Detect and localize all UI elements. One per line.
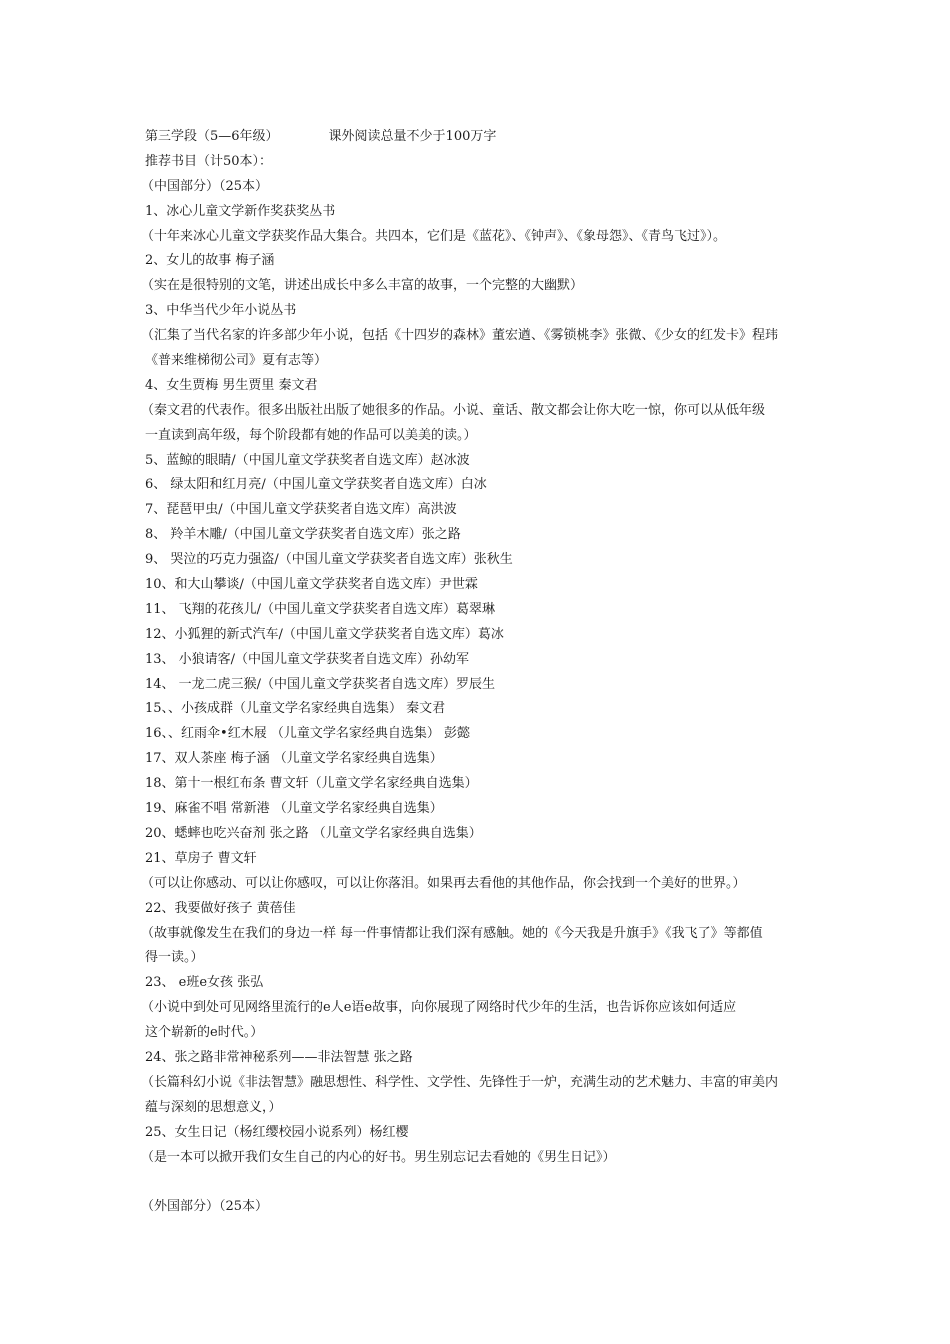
recommend-title: 推荐书目（计50本）： <box>145 153 273 169</box>
book-line: 7、琵琶甲虫/（中国儿童文学获奖者自选文库）高洪波 <box>145 502 457 518</box>
book-line: 10、和大山攀谈/（中国儿童文学获奖者自选文库）尹世霖 <box>145 577 478 593</box>
book-line: 17、双人茶座 梅子涵 （儿童文学名家经典自选集） <box>145 751 443 767</box>
book-line: 16、、红雨伞•红木屐 （儿童文学名家经典自选集） 彭懿 <box>145 726 470 742</box>
book-note-cont: 一直读到高年级，每个阶段都有她的作品可以美美的读。） <box>145 427 477 443</box>
book-note: （十年来冰心儿童文学获奖作品大集合。共四本，它们是《蓝花》、《钟声》、《象母怨》、《青鸟飞过》）。 <box>141 228 727 244</box>
foreign-section-title: （外国部分）（25本） <box>141 1199 269 1215</box>
reading-goal: 课外阅读总量不少于100万字 <box>328 129 497 144</box>
book-note: （汇集了当代名家的许多部少年小说，包括《十四岁的森林》董宏遒、《雾锁桃李》张微、《少女的红发卡》程玮 <box>141 328 779 344</box>
book-line: 15、、小孩成群（儿童文学名家经典自选集） 秦文君 <box>145 701 446 717</box>
book-line: 25、女生日记（杨红缨校园小说系列）杨红樱 <box>145 1124 409 1140</box>
book-line: 5、蓝鲸的眼睛/（中国儿童文学获奖者自选文库）赵冰波 <box>145 452 470 468</box>
blank-line <box>145 1170 815 1195</box>
book-note-cont: 蕴与深刻的思想意义，） <box>145 1099 282 1115</box>
book-note: （长篇科幻小说《非法智慧》融思想性、科学性、文学性、先锋性于一炉，充满生动的艺术魅力、丰富的审美内 <box>141 1074 779 1090</box>
book-line: 18、第十一根红布条 曹文轩（儿童文学名家经典自选集） <box>145 776 478 792</box>
book-line: 4、女生贾梅 男生贾里 秦文君 <box>145 377 318 393</box>
book-note-cont: 《普来维梯彻公司》夏有志等） <box>145 353 328 369</box>
book-note-cont: 这个崭新的e时代。） <box>145 1025 264 1041</box>
book-note: （实在是很特别的文笔，讲述出成长中多么丰富的故事，一个完整的大幽默） <box>141 278 584 294</box>
book-line: 9、 哭泣的巧克力强盗/（中国儿童文学获奖者自选文库）张秋生 <box>145 552 513 568</box>
book-line: 19、麻雀不唱 常新港 （儿童文学名家经典自选集） <box>145 801 443 817</box>
stage-label: 第三学段（5—6年级） <box>145 129 279 144</box>
book-note: （是一本可以掀开我们女生自己的内心的好书。男生别忘记去看她的《男生日记》） <box>141 1149 616 1165</box>
book-line: 22、我要做好孩子 黄蓓佳 <box>145 900 296 916</box>
book-note: （小说中到处可见网络里流行的e人e语e故事，向你展现了网络时代少年的生活，也告诉你应该如何适应 <box>141 1000 737 1016</box>
book-line: 12、小狐狸的新式汽车/（中国儿童文学获奖者自选文库）葛冰 <box>145 626 504 642</box>
book-line: 6、 绿太阳和红月亮/（中国儿童文学获奖者自选文库）白冰 <box>145 477 487 493</box>
china-section-title: （中国部分）（25本） <box>141 178 269 194</box>
book-line: 24、张之路非常神秘系列——非法智慧 张之路 <box>145 1049 413 1065</box>
book-line: 23、 e班e女孩 张弘 <box>145 975 264 991</box>
book-line: 21、草房子 曹文轩 <box>145 850 257 866</box>
book-line: 2、女儿的故事 梅子涵 <box>145 253 275 269</box>
book-line: 11、 飞翔的花孩儿/（中国儿童文学获奖者自选文库）葛翠琳 <box>145 601 496 617</box>
book-line: 1、冰心儿童文学新作奖获奖丛书 <box>145 203 336 219</box>
book-line: 3、中华当代少年小说丛书 <box>145 303 297 319</box>
book-line: 13、 小狼请客/（中国儿童文学获奖者自选文库）孙幼军 <box>145 651 470 667</box>
stage-header <box>145 125 815 150</box>
document-page <box>141 125 815 1220</box>
book-note: （秦文君的代表作。很多出版社出版了她很多的作品。小说、童话、散文都会让你大吃一惊，你可以从低年级 <box>141 402 766 418</box>
book-note: （故事就像发生在我们的身边一样 每一件事情都让我们深有感触。她的《今天我是升旗手》《我飞了》等都值 <box>141 925 763 941</box>
book-note-cont: 得一读。） <box>145 950 204 966</box>
book-line: 14、 一龙二虎三猴/（中国儿童文学获奖者自选文库）罗辰生 <box>145 676 496 692</box>
book-note: （可以让你感动、可以让你感叹，可以让你落泪。如果再去看他的其他作品，你会找到一个美好的世界。） <box>141 875 746 891</box>
book-line: 8、 羚羊木雕/（中国儿童文学获奖者自选文库）张之路 <box>145 527 461 543</box>
book-line: 20、蟋蟀也吃兴奋剂 张之路 （儿童文学名家经典自选集） <box>145 825 482 841</box>
